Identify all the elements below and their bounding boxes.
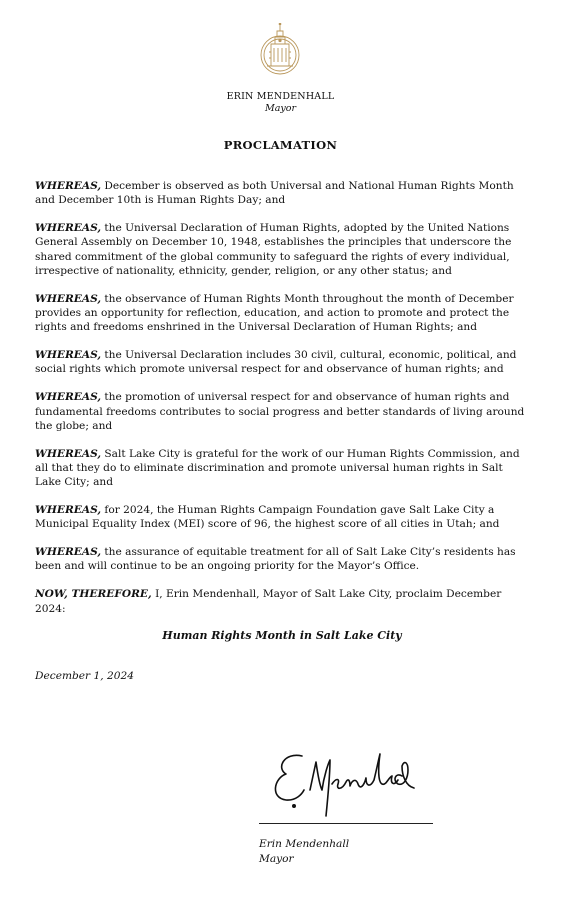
- signer-block: [259, 837, 349, 867]
- proclaimed-observance: Human Rights Month in Salt Lake City: [162, 629, 402, 643]
- proclamation-body: [35, 179, 529, 682]
- now-therefore-paragraph: NOW, THEREFORE, I, Erin Mendenhall, Mayor of Salt Lake City, proclaim December 2024:: [35, 588, 502, 615]
- mayor-name-heading: ERIN MENDENHALL: [226, 91, 335, 102]
- whereas-paragraph: WHEREAS, the observance of Human Rights Month throughout the month of December provides an opportunity for reflection, education, and action to promote and protect the rights and freedoms enshrined in the Universal Declaration of Human Rights; and: [35, 292, 514, 334]
- proclamation-date: December 1, 2024: [35, 670, 134, 683]
- city-seal-logo: [259, 22, 301, 80]
- whereas-paragraph: WHEREAS, the Universal Declaration of Human Rights, adopted by the United Nations General Assembly on December 10, 1948, establishes the principles that underscore the shared commitment of the global community to safeguard the rights of every individual, irrespective of nationality, ethnicity, gender, religion, or any other status; and: [35, 222, 512, 277]
- whereas-paragraph: WHEREAS, Salt Lake City is grateful for the work of our Human Rights Commission, and all that they do to eliminate discrimination and promote universal human rights in Salt Lake City; and: [35, 447, 520, 489]
- proclamation-title: PROCLAMATION: [223, 138, 338, 152]
- signer-name: Erin Mendenhall: [259, 838, 350, 850]
- signer-title: Mayor: [259, 853, 294, 865]
- whereas-paragraph: WHEREAS, the assurance of equitable treatment for all of Salt Lake City’s residents has been and will continue to be an ongoing priority for the Mayor’s Office.: [35, 546, 516, 573]
- whereas-paragraph: WHEREAS, for 2024, the Human Rights Campaign Foundation gave Salt Lake City a Municipal Equality Index (MEI) score of 96, the highest score of all cities in Utah; and: [35, 504, 500, 531]
- letterhead: [0, 91, 561, 115]
- whereas-paragraph: WHEREAS, the promotion of universal respect for and observance of human rights and fundamental freedoms contributes to social progress and better standards of living around the globe; and: [35, 391, 525, 432]
- handwritten-signature: [262, 746, 432, 820]
- mayor-title-heading: Mayor: [264, 103, 297, 114]
- whereas-paragraph: WHEREAS, December is observed as both Universal and National Human Rights Month and December 10th is Human Rights Day; and: [35, 180, 514, 207]
- whereas-paragraph: WHEREAS, the Universal Declaration includes 30 civil, cultural, economic, political, and social rights which promote universal respect for and observance of human rights; and: [35, 349, 517, 376]
- signature-line: [259, 823, 433, 824]
